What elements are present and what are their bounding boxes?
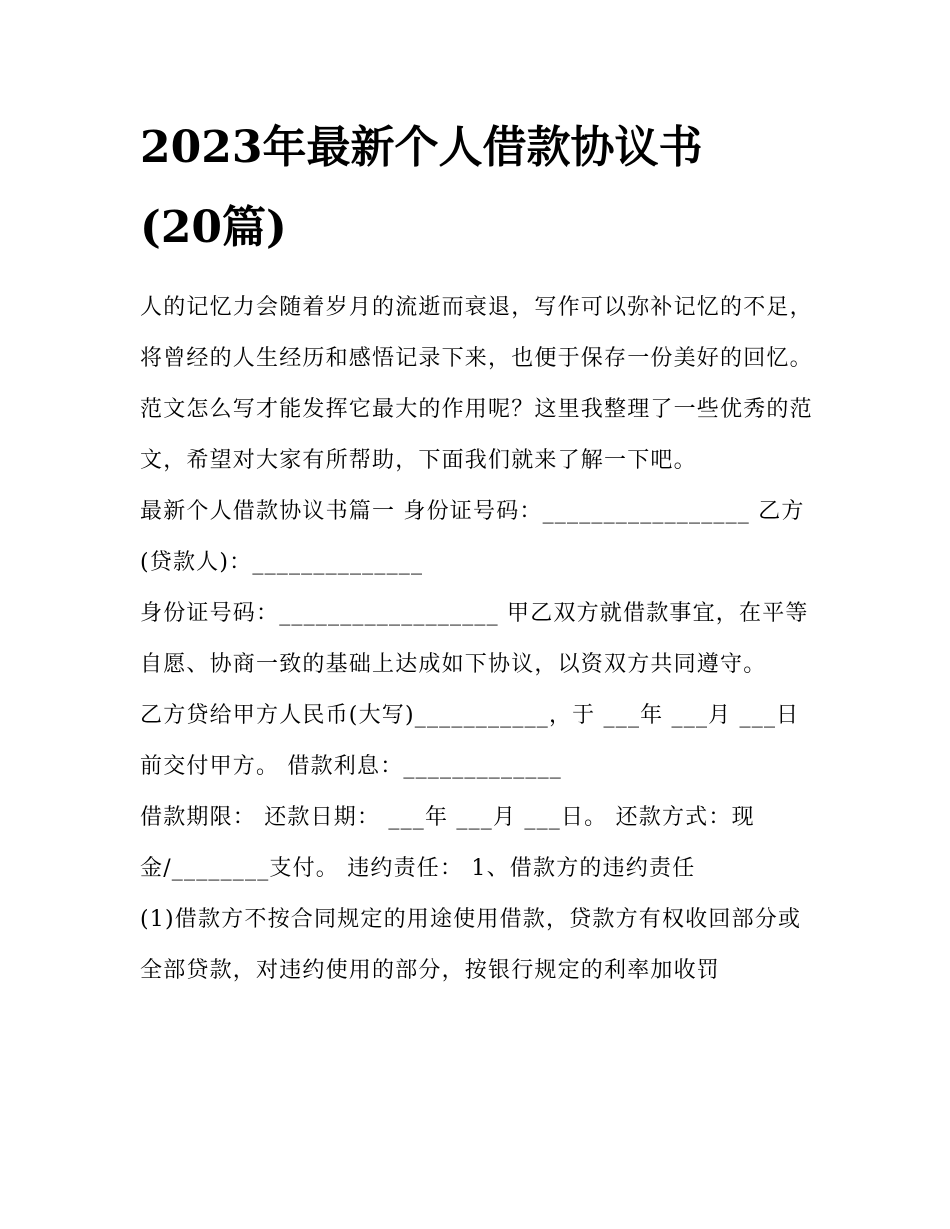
intro-paragraph: 人的记忆力会随着岁月的流逝而衰退，写作可以弥补记忆的不足，将曾经的人生经历和感悟记录下来，也便于保存一份美好的回忆。范文怎么写才能发挥它最大的作用呢？这里我整理了一些优秀的范文，希望对大家有所帮助，下面我们就来了解一下吧。 xyxy=(140,295,813,473)
document-title xyxy=(140,108,816,268)
title-line-2: (20篇) xyxy=(140,202,287,253)
document-body xyxy=(140,108,816,996)
paragraph-3: 乙方贷给甲方人民币(大写)___________，于 ___年 ___月 ___日前交付甲方。 借款利息：_____________ xyxy=(140,703,800,779)
title-line-1: 2023年最新个人借款协议书 xyxy=(140,122,703,173)
paragraph-5: (1)借款方不按合同规定的用途使用借款，贷款方有权收回部分或全部贷款，对违约使用的部分，按银行规定的利率加收罚 xyxy=(140,907,802,983)
paragraph-4: 借款期限： 还款日期： ___年 ___月 ___日。 还款方式：现金/________支付。 违约责任： 1、借款方的违约责任 xyxy=(140,805,755,881)
paragraph-1: 最新个人借款协议书篇一 身份证号码：_________________ 乙方(贷款人)：______________ xyxy=(140,499,805,575)
paragraph-2: 身份证号码：__________________ 甲乙双方就借款事宜，在平等自愿、协商一致的基础上达成如下协议，以资双方共同遵守。 xyxy=(140,601,809,677)
